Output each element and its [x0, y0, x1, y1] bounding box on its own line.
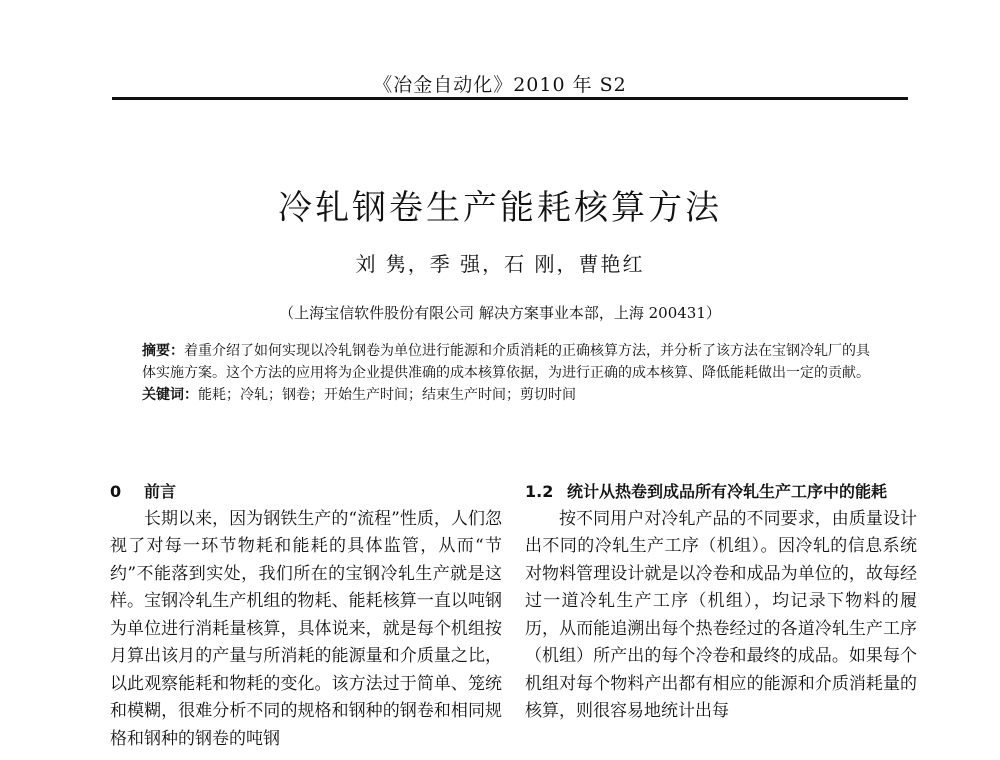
right-column	[525, 478, 917, 726]
abstract-text: 着重介绍了如何实现以冷轧钢卷为单位进行能源和介质消耗的正确核算方法，并分析了该方法在宝钢冷轧厂的具体实施方案。这个方法的应用将为企业提供准确的成本核算依据，为进行正确的成本核算、降低能耗做出一定的贡献。	[142, 343, 870, 381]
intro-paragraph: 长期以来，因为钢铁生产的“流程”性质，人们忽视了对每一环节物耗和能耗的具体监管，从而“节约”不能落到实处，我们所在的宝钢冷轧生产就是这样。宝钢冷轧生产机组的物耗、能耗核算一直以吨钢为单位进行消耗量核算，具体说来，就是每个机组按月算出该月的产量与所消耗的能源量和介质量之比，以此观察能耗和物耗的变化。该方法过于简单、笼统和模糊，很难分析不同的规格和钢种的钢卷和相同规格和钢种的钢卷的吨钢	[110, 508, 502, 749]
section-heading-intro	[110, 478, 502, 506]
keywords-text: 能耗；冷轧；钢卷；开始生产时间；结束生产时间；剪切时间	[198, 387, 576, 403]
paper-authors: 刘 隽，季 强，石 刚，曹艳红	[355, 252, 645, 276]
abstract	[142, 340, 872, 406]
section-heading-1-2	[525, 478, 917, 506]
section-title: 统计从热卷到成品所有冷轧生产工序中的能耗	[567, 482, 888, 501]
header-rule	[112, 97, 908, 100]
keywords	[142, 384, 872, 406]
section-title: 前言	[144, 482, 177, 501]
section-number: 0	[110, 482, 122, 501]
affiliation: （上海宝信软件股份有限公司 解决方案事业本部，上海 200431）	[279, 304, 721, 322]
abstract-body	[142, 340, 872, 384]
journal-header: 《冶金自动化》2010 年 S2	[373, 74, 627, 96]
section-number: 1.2	[525, 482, 554, 501]
left-column	[110, 478, 502, 753]
paper-title: 冷轧钢卷生产能耗核算方法	[278, 188, 722, 228]
keywords-label: 关键词：	[142, 387, 198, 403]
section-1-2-paragraph: 按不同用户对冷轧产品的不同要求，由质量设计出不同的冷轧生产工序（机组）。因冷轧的信息系统对物料管理设计就是以冷卷和成品为单位的，故每经过一道冷轧生产工序（机组），均记录下物料的履历，从而能追溯出每个热卷经过的各道冷轧生产工序（机组）所产出的每个冷卷和最终的成品。如果每个机组对每个物料产出都有相应的能源和介质消耗量的核算，则很容易地统计出每	[525, 508, 917, 721]
abstract-label: 摘要：	[142, 343, 184, 359]
